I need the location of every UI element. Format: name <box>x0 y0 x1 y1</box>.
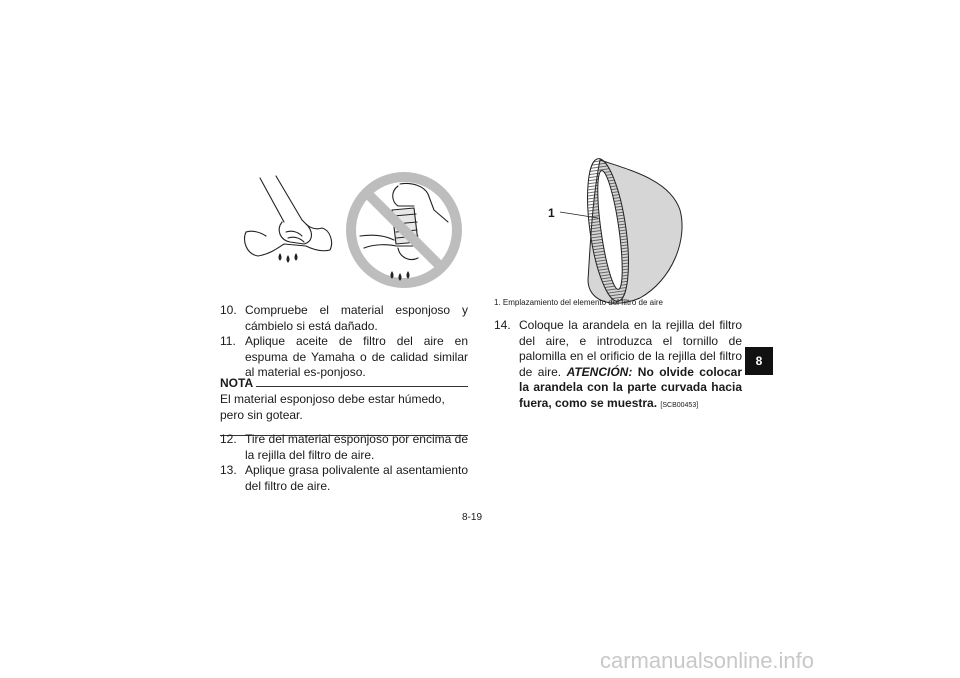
watermark: carmanualsonline.info <box>600 648 815 673</box>
step-number: 14. <box>494 318 511 332</box>
step-text: Compruebe el material esponjoso y cámbielo si está dañado. <box>245 303 468 333</box>
warning-text: No olvide colocar la arandela con la parte curvada hacia fuera, como se muestra. <box>519 364 742 410</box>
list-item <box>220 334 468 381</box>
nota-label: NOTA <box>220 376 254 390</box>
figure-callout-number: 1 <box>548 206 555 220</box>
warning-lead: ATENCIÓN: <box>566 364 633 379</box>
step-number: 12. <box>220 432 237 446</box>
nota-box <box>220 376 468 436</box>
step-number: 13. <box>220 463 237 477</box>
step-text: Coloque la arandela en la rejilla del filtro del aire, e introduzca el tornillo de palomilla en el orificio de la rejilla del filtro de aire. <box>519 318 742 379</box>
air-filter-illustration <box>540 150 710 310</box>
step-text: Aplique grasa polivalente al asentamiento del filtro de aire. <box>245 463 468 493</box>
left-steps-list <box>220 303 468 381</box>
step-text: Aplique aceite de filtro del aire en espuma de Yamaha o de calidad similar al material es-ponjoso. <box>245 334 468 379</box>
sponge-squeeze-illustration <box>236 170 468 290</box>
step-text-block <box>519 318 742 413</box>
figure-caption: 1. Emplazamiento del elemento del filtro de aire <box>494 298 663 307</box>
nota-rule <box>256 386 468 387</box>
step-text: Tire del material esponjoso por encima de la rejilla del filtro de aire. <box>245 432 469 462</box>
list-item <box>494 318 742 413</box>
right-steps-list <box>494 318 742 413</box>
nota-header <box>220 376 468 390</box>
page-number: 8-19 <box>462 512 483 523</box>
step-number: 11. <box>220 334 236 348</box>
section-tab: 8 <box>745 347 773 375</box>
reference-code: [SCB00453] <box>660 401 699 409</box>
nota-text: El material esponjoso debe estar húmedo, pero sin gotear. <box>220 392 445 422</box>
step-number: 10. <box>220 303 237 317</box>
list-item <box>220 463 468 494</box>
list-item <box>220 303 468 334</box>
left-steps-list-2 <box>220 432 468 494</box>
list-item <box>220 432 468 463</box>
